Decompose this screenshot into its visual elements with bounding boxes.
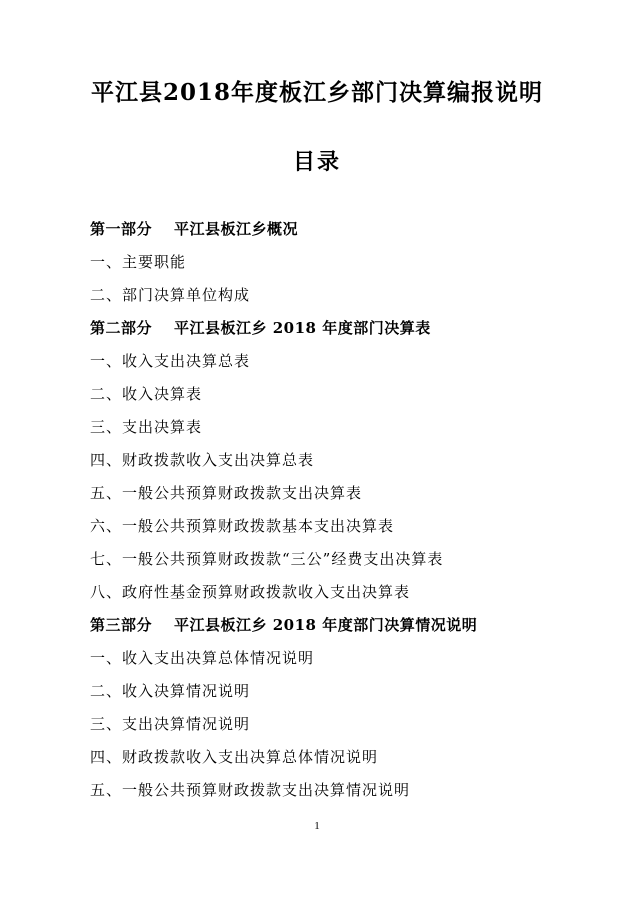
toc-part-label: 第二部分: [90, 319, 153, 337]
toc-item[interactable]: 二、收入决算情况说明: [90, 682, 251, 700]
toc-part-title: 平江县板江乡概况: [174, 220, 299, 238]
toc-item[interactable]: 八、政府性基金预算财政拨款收入支出决算表: [90, 583, 411, 601]
toc-item[interactable]: 七、一般公共预算财政拨款“三公”经费支出决算表: [90, 550, 444, 568]
toc-item[interactable]: 二、收入决算表: [90, 385, 203, 403]
toc-item[interactable]: 五、一般公共预算财政拨款支出决算表: [90, 484, 363, 502]
toc-part-3-heading[interactable]: [90, 609, 610, 642]
toc-item[interactable]: 四、财政拨款收入支出决算总体情况说明: [90, 748, 379, 766]
toc-item[interactable]: 一、收入支出决算总体情况说明: [90, 649, 315, 667]
toc-item[interactable]: 六、一般公共预算财政拨款基本支出决算表: [90, 517, 395, 535]
document-title: 平江县2018年度板江乡部门决算编报说明: [90, 79, 543, 106]
toc-part-label: 第三部分: [90, 616, 153, 634]
toc-item[interactable]: 五、一般公共预算财政拨款支出决算情况说明: [90, 781, 411, 799]
toc-item[interactable]: 三、支出决算表: [90, 418, 203, 436]
toc-heading: 目录: [292, 149, 341, 175]
page-number: 1: [314, 820, 320, 832]
toc-part-title: 平江县板江乡 2018 年度部门决算表: [174, 319, 431, 337]
toc-part-title: 平江县板江乡 2018 年度部门决算情况说明: [174, 616, 478, 634]
toc-part-2-heading[interactable]: [90, 312, 610, 345]
toc-item[interactable]: 一、主要职能: [90, 253, 187, 271]
toc-part-1-heading[interactable]: [90, 213, 610, 246]
toc-part-label: 第一部分: [90, 220, 153, 238]
table-of-contents: [90, 213, 610, 807]
toc-item[interactable]: 三、支出决算情况说明: [90, 715, 251, 733]
toc-item[interactable]: 一、收入支出决算总表: [90, 352, 251, 370]
toc-item[interactable]: 四、财政拨款收入支出决算总表: [90, 451, 315, 469]
toc-item[interactable]: 二、部门决算单位构成: [90, 286, 251, 304]
